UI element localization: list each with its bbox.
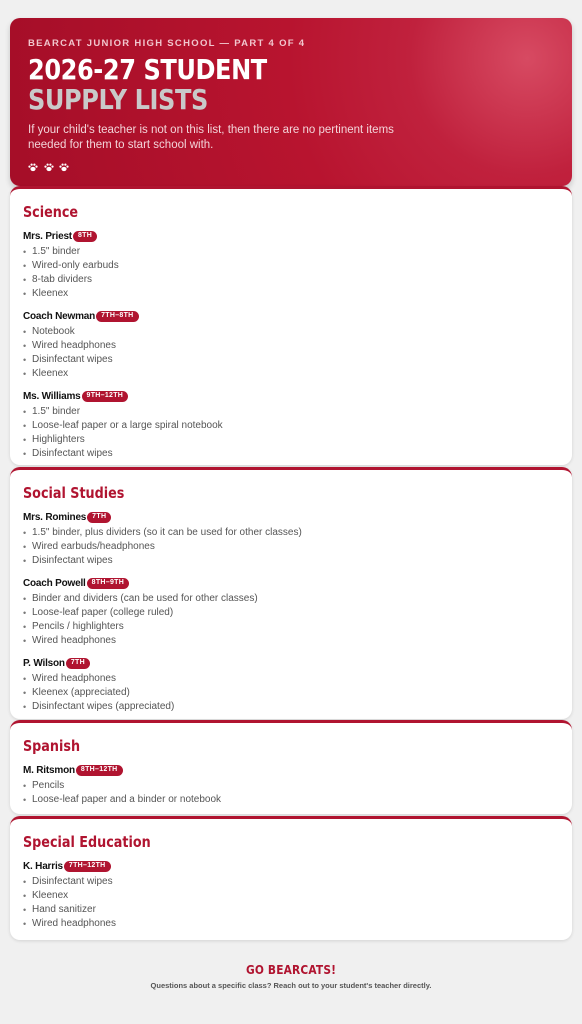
supply-item: • Hand sanitizer <box>23 903 559 917</box>
grade-badge: 8TH–12TH <box>76 765 123 776</box>
grade-badge: 7TH <box>87 512 111 523</box>
header-banner <box>10 18 572 186</box>
supply-item: • Wired-only earbuds <box>23 259 559 273</box>
teacher-name: Ms. Williams <box>23 390 81 402</box>
supply-item: • Disinfectant wipes <box>23 875 559 889</box>
teacher-name: Coach Powell <box>23 577 86 589</box>
supply-item: • Pencils / highlighters <box>23 620 559 634</box>
supply-item: • 1.5" binder <box>23 405 559 419</box>
supply-item: • Binder and dividers (can be used for other classes) <box>23 592 559 606</box>
intro-text: If your child's teacher is not on this list, then there are no pertinent items needed for them to start school with. <box>28 124 394 151</box>
supply-item: • Notebook <box>23 325 559 339</box>
supply-item: • Disinfectant wipes (appreciated) <box>23 700 559 714</box>
teacher-block <box>23 763 559 807</box>
supply-list <box>23 672 559 714</box>
page-title-line-2: SUPPLY LISTS <box>28 83 208 116</box>
grade-badge: 8TH–9TH <box>87 578 129 589</box>
grade-badge: 7TH–8TH <box>96 311 138 322</box>
supply-list <box>23 592 559 648</box>
section-card-science <box>10 186 572 465</box>
teacher-name: Mrs. Romines <box>23 511 87 523</box>
supply-item: • Disinfectant wipes <box>23 447 559 461</box>
grade-badge: 9TH–12TH <box>82 391 129 402</box>
teacher-block <box>23 656 559 714</box>
supply-item: • Wired headphones <box>23 672 559 686</box>
supply-item: • Kleenex <box>23 367 559 381</box>
supply-list <box>23 245 559 301</box>
paw-print-icon <box>44 163 54 172</box>
supply-list <box>23 405 559 461</box>
grade-badge: 8TH <box>73 231 97 242</box>
supply-item: • 8-tab dividers <box>23 273 559 287</box>
supply-list <box>23 526 559 568</box>
supply-item: • Loose-leaf paper and a binder or notebook <box>23 793 559 807</box>
teacher-name: M. Ritsmon <box>23 764 75 776</box>
supply-item: • Loose-leaf paper or a large spiral notebook <box>23 419 559 433</box>
teacher-block <box>23 510 559 568</box>
teacher-name: Coach Newman <box>23 310 96 322</box>
supply-item: • Wired headphones <box>23 634 559 648</box>
footer-title <box>0 962 582 977</box>
supply-item: • Highlighters <box>23 433 559 447</box>
teacher-name: P. Wilson <box>23 657 65 669</box>
supply-item: • Kleenex <box>23 889 559 903</box>
grade-badge: 7TH <box>66 658 90 669</box>
section-card-social-studies <box>10 467 572 719</box>
teacher-block <box>23 576 559 648</box>
teacher-block <box>23 859 559 931</box>
grade-badge: 7TH–12TH <box>64 861 111 872</box>
supply-item: • Kleenex (appreciated) <box>23 686 559 700</box>
section-title: Social Studies <box>23 484 125 502</box>
supply-list <box>23 325 559 381</box>
teacher-name: Mrs. Priest <box>23 230 72 242</box>
section-card-special-education <box>10 816 572 940</box>
section-title: Science <box>23 203 79 221</box>
supply-item: • 1.5" binder, plus dividers (so it can be used for other classes) <box>23 526 559 540</box>
supply-item: • 1.5" binder <box>23 245 559 259</box>
section-title: Spanish <box>23 737 81 755</box>
paw-prints <box>28 163 554 174</box>
footer-title-text: GO BEARCATS! <box>245 962 337 977</box>
page-title-line-1: 2026-27 STUDENT <box>28 53 267 86</box>
supply-item: • Pencils <box>23 779 559 793</box>
school-kicker: BEARCAT JUNIOR HIGH SCHOOL — PART 4 OF 4 <box>28 38 306 49</box>
supply-item: • Wired earbuds/headphones <box>23 540 559 554</box>
teacher-block <box>23 309 559 381</box>
supply-item: • Kleenex <box>23 287 559 301</box>
supply-item: • Wired headphones <box>23 339 559 353</box>
supply-item: • Loose-leaf paper (college ruled) <box>23 606 559 620</box>
supply-item: • Wired headphones <box>23 917 559 931</box>
supply-item: • Disinfectant wipes <box>23 554 559 568</box>
teacher-block <box>23 389 559 461</box>
supply-list <box>23 779 559 807</box>
footer-note: Questions about a specific class? Reach out to your student's teacher directly. <box>150 981 432 990</box>
teacher-block <box>23 229 559 301</box>
section-card-spanish <box>10 720 572 814</box>
teacher-name: K. Harris <box>23 860 63 872</box>
paw-print-icon <box>59 163 69 172</box>
paw-print-icon <box>28 163 38 172</box>
section-title: Special Education <box>23 833 151 851</box>
supply-item: • Disinfectant wipes <box>23 353 559 367</box>
supply-list <box>23 875 559 931</box>
